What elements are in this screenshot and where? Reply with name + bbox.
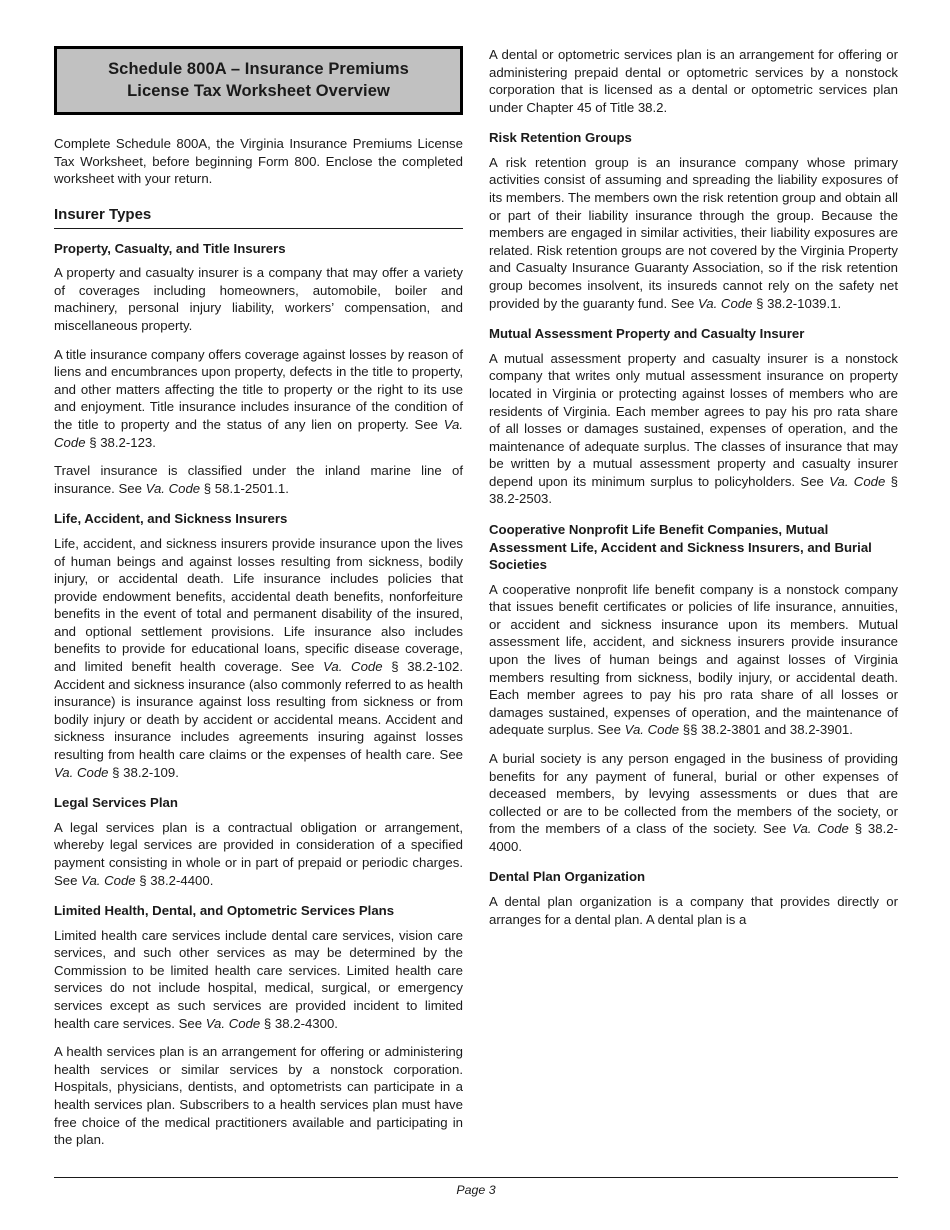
right-column: [489, 46, 898, 928]
paragraph-text-a: A risk retention group is an insurance company whose primary activities consist of assuming and spreading the liability exposures of its members. The members own the risk retention group and obtain all or part of their liability insurance through the group. Because the members are engaged in similar activities, their liability exposures are related. Risk retention groups are not covered by the Virginia Property and Casualty Insurance Guaranty Association, so if the risk retention group becomes insolvent, its insureds cannot rely on the safety net provided by the guaranty fund. See: [489, 154, 898, 311]
paragraph-text-b: § 38.2-102. Accident and sickness insurance (also commonly referred to as health insurance) is insurance against loss resulting from sickness or from bodily injury or death by accident or accidental means. Accident and sickness insurance includes agreements insuring against losses resulting from health care claims or the expenses of health care. See: [54, 659, 464, 763]
subheading-cooperative-nonprofit-life-benefit: Cooperative Nonprofit Life Benefit Companies, Mutual Assessment Life, Accident and Sickness Insurers, and Burial Societies: [489, 522, 872, 573]
paragraph-text-b: § 38.2-4300.: [260, 1015, 338, 1031]
paragraph-travel-insurance: [54, 462, 463, 497]
citation-va-code: Va. Code: [624, 722, 680, 738]
citation-va-code: Va. Code: [323, 659, 383, 675]
page-content: [54, 46, 898, 1149]
citation-va-code: Va. Code: [205, 1015, 261, 1031]
citation-va-code: Va. Code: [697, 295, 753, 311]
page-footer: [54, 1177, 898, 1198]
citation-va-code: Va. Code: [829, 473, 886, 489]
paragraph-text-a: A burial society is any person engaged in the business of providing benefits for any payment of funeral, burial or other expenses of deceased members, by levying assessments or dues that are collected or are to be collected from the members of the society, or from the members of a class of the society. See: [489, 750, 898, 837]
citation-tail: § 58.1-2501.1.: [200, 480, 289, 496]
paragraph-health-services-plan: A health services plan is an arrangement for offering or administering health services or similar services by a nonstock corporation. Hospitals, physicians, dentists, and optometrists can participate in a health services plan. Subscribers to a health services plan must have free choice of the medical practitioners available and participating in the plan.: [54, 1044, 463, 1148]
paragraph-text-b: § 38.2-2503.: [489, 473, 898, 507]
paragraph-risk-retention-groups: [489, 154, 898, 312]
section-heading-insurer-types: Insurer Types: [54, 205, 152, 223]
citation-va-code: Va. Code: [145, 480, 201, 496]
paragraph-dental-optometric-services-plan: A dental or optometric services plan is an arrangement for offering or administering prepaid dental or optometric services by a nonstock corporation that is licensed as a dental or optometric services plan under Chapter 45 of Title 38.2.: [489, 47, 898, 115]
paragraph-limited-health-care: [54, 927, 463, 1033]
document-title-line-1: Schedule 800A – Insurance Premiums: [108, 60, 409, 78]
page-number: Page 3: [456, 1183, 496, 1197]
subheading-risk-retention-groups: Risk Retention Groups: [489, 130, 632, 146]
citation-va-code: Va. Code: [54, 417, 463, 450]
subheading-dental-plan-organization: Dental Plan Organization: [489, 869, 646, 885]
paragraph-life-accident-sickness: [54, 535, 463, 781]
paragraph-travel-insurance-text: Travel insurance is classified under the inland marine line of insurance. See: [54, 463, 463, 496]
left-column: [54, 46, 463, 1149]
intro-paragraph: Complete Schedule 800A, the Virginia Insurance Premiums License Tax Worksheet, before beginning Form 800. Enclose the completed worksheet with your return.: [54, 136, 463, 187]
citation-va-code: Va. Code: [792, 821, 849, 837]
paragraph-cooperative-nonprofit-life-benefit: [489, 581, 898, 739]
paragraph-title-insurance: [54, 346, 463, 452]
paragraph-text-a: A cooperative nonprofit life benefit company is a nonstock company that issues benefit certificates or policies of life insurance, annuities, or accident and sickness insurance upon its members. Mutual assessment life, accident, and sickness insurers provide insurance upon the lives of human beings and against losses of Virginia members resulting from sickness, bodily injury, or accidental death. Each member agrees to pay his pro rata share of all losses or damages sustained, expenses of operation, and the maintenance of adequate surplus. See: [489, 581, 898, 738]
paragraph-text-b: § 38.2-1039.1.: [752, 295, 842, 311]
document-title-box: [54, 46, 463, 115]
paragraph-text-c: § 38.2-109.: [108, 764, 179, 780]
paragraph-text-b: § 38.2-4400.: [135, 872, 214, 888]
subheading-legal-services-plan: Legal Services Plan: [54, 795, 178, 811]
paragraph-property-casualty: A property and casualty insurer is a company that may offer a variety of coverages including homeowners, automobile, boiler and machinery, personal injury liability, workers’ compensation, and miscellaneous property.: [54, 265, 463, 334]
subheading-property-casualty-title: Property, Casualty, and Title Insurers: [54, 240, 286, 256]
paragraph-legal-services-plan: [54, 819, 463, 889]
citation-va-code: Va. Code: [54, 764, 109, 780]
paragraph-title-insurance-text: A title insurance company offers coverage against losses by reason of liens and encumbrances upon property, defects in the title to property, and other matters affecting the title to property or the right to its use and enjoyment. Title insurance includes insurance of the condition of the title to property and the status of any lien on property. See: [54, 346, 463, 433]
paragraph-text-a: Life, accident, and sickness insurers provide insurance upon the lives of human beings and against losses resulting from sickness, bodily injury, or accidental death. Life insurance includes policies that provide endowment benefits, accidental death benefits, nonforfeiture benefits in the event of total and permanent disability of the insured, and optional settlement provisions. Life insurance also includes benefits to provide for educational loans, specific disease coverage, and limited benefit health coverage. See: [54, 535, 463, 675]
heading-rule: [54, 228, 463, 229]
paragraph-text-b: §§ 38.2-3801 and 38.2-3901.: [679, 722, 853, 738]
paragraph-dental-plan-organization: A dental plan organization is a company that provides directly or arranges for a dental plan. A dental plan is a: [489, 893, 898, 927]
paragraph-burial-society: [489, 750, 898, 856]
citation-tail: § 38.2-123.: [85, 434, 156, 450]
paragraph-mutual-assessment-property-casualty: [489, 350, 898, 508]
citation-va-code: Va. Code: [81, 872, 136, 888]
document-title-line-2: License Tax Worksheet Overview: [127, 82, 390, 100]
two-column-layout: [54, 46, 898, 1149]
subheading-limited-health-dental-optometric: Limited Health, Dental, and Optometric Services Plans: [54, 903, 395, 919]
subheading-life-accident-sickness: Life, Accident, and Sickness Insurers: [54, 511, 288, 527]
paragraph-text-a: A mutual assessment property and casualty insurer is a nonstock company that writes only mutual assessment insurance on property located in Virginia or protecting against losses of members who are residents of Virginia. Each member agrees to pay his pro rata share of all losses or damages sustained, expenses of operation, and the maintenance of adequate surplus. The classes of insurance that may be written by a mutual assessment property and casualty insurer depend upon its minimum surplus to policyholders. See: [489, 350, 898, 489]
subheading-mutual-assessment-property-casualty: Mutual Assessment Property and Casualty Insurer: [489, 326, 805, 342]
paragraph-text-a: A legal services plan is a contractual obligation or arrangement, whereby legal services are provided in consideration of a specified payment consisting in whole or in part of prepaid or periodic charges. See: [54, 819, 463, 888]
paragraph-text-a: Limited health care services include dental care services, vision care services, and such other services as may be determined by the Commission to be limited health care services. Limited health care services do not include hospital, medical, surgical, or emergency services except as such services are provided incident to limited health care services. See: [54, 927, 463, 1031]
paragraph-text-b: § 38.2-4000.: [489, 821, 898, 854]
